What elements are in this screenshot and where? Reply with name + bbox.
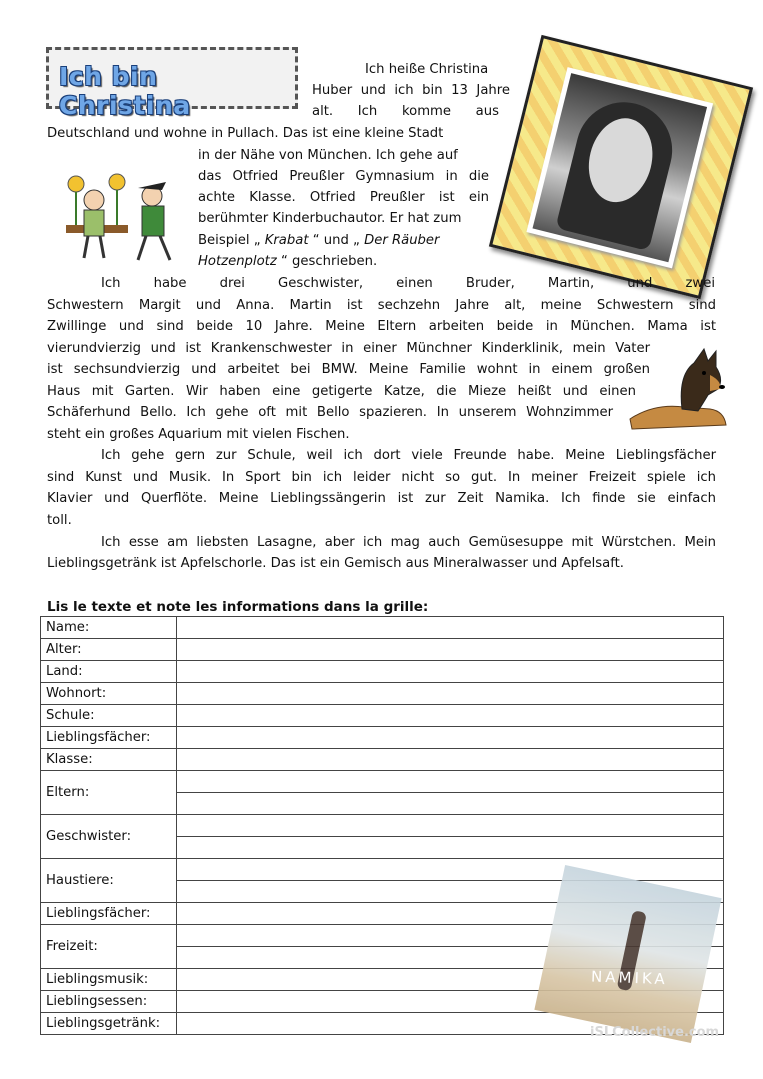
grid-label: Land: (41, 661, 177, 683)
table-row (41, 617, 724, 639)
text-line: Schwestern Margit und Anna. Martin ist sechzehn Jahre alt, meine Schwestern sind (47, 298, 716, 313)
table-row (41, 683, 724, 705)
book-title-krabat: Krabat (264, 233, 309, 248)
text-fragment: “ geschrieben. (280, 254, 378, 269)
dog-illustration (624, 345, 730, 435)
answer-cell[interactable] (177, 639, 724, 661)
answer-cell[interactable] (177, 683, 724, 705)
text-line: Klavier und Querflöte. Meine Lieblingssängerin ist zur Zeit Namika. Ich finde sie einfach (47, 491, 716, 506)
table-row (41, 727, 724, 749)
answer-cell[interactable] (177, 749, 724, 771)
answer-cell[interactable] (177, 661, 724, 683)
text-fragment: Beispiel „ (198, 233, 261, 248)
text-line: alt. Ich komme aus (312, 104, 499, 119)
table-row (41, 749, 724, 771)
text-line: in der Nähe von München. Ich gehe auf (198, 148, 458, 163)
watermark: iSLCollective.com (590, 1025, 720, 1040)
grid-instruction: Lis le texte et note les informations dans la grille: (47, 599, 429, 615)
grid-label: Lieblingsmusik: (41, 969, 177, 991)
table-row (41, 705, 724, 727)
text-line: toll. (47, 513, 72, 528)
grid-label: Lieblingsfächer: (41, 903, 177, 925)
table-row (41, 815, 724, 837)
grid-label: Klasse: (41, 749, 177, 771)
page-title: Ich bin Christina (59, 62, 191, 120)
text-line: berühmter Kinderbuchautor. Er hat zum (198, 211, 462, 226)
grid-label: Lieblingsgetränk: (41, 1013, 177, 1035)
book-title-part: Der Räuber (364, 233, 440, 248)
portrait-photo-frame (489, 35, 753, 299)
text-line: steht ein großes Aquarium mit vielen Fischen. (47, 427, 350, 442)
grid-label: Name: (41, 617, 177, 639)
table-row (41, 771, 724, 793)
grid-label: Freizeit: (41, 925, 177, 969)
text-line: Haus mit Garten. Wir haben eine getigerte Katze, die Mieze heißt und einen (47, 384, 636, 399)
answer-cell[interactable] (177, 705, 724, 727)
title-box (46, 47, 298, 120)
table-row (41, 661, 724, 683)
answer-cell[interactable] (177, 837, 724, 859)
answer-cell[interactable] (177, 727, 724, 749)
grid-label: Alter: (41, 639, 177, 661)
grid-label: Lieblingsessen: (41, 991, 177, 1013)
text-fragment: “ und „ (312, 233, 360, 248)
portrait-photo (526, 67, 713, 268)
text-line: Schäferhund Bello. Ich gehe oft mit Bello spazieren. In unserem Wohnzimmer (47, 405, 613, 420)
answer-cell[interactable] (177, 815, 724, 837)
grid-label: Wohnort: (41, 683, 177, 705)
answer-cell[interactable] (177, 793, 724, 815)
text-line: Deutschland und wohne in Pullach. Das ist eine kleine Stadt (47, 126, 444, 141)
answer-cell[interactable] (177, 859, 724, 881)
text-line: Zwillinge und sind beide 10 Jahre. Meine Eltern arbeiten beide in München. Mama ist (47, 319, 716, 334)
table-row (41, 639, 724, 661)
text-line: Lieblingsgetränk ist Apfelschorle. Das ist ein Gemisch aus Mineralwasser und Apfelsaft. (47, 556, 624, 571)
grid-label: Haustiere: (41, 859, 177, 903)
text-line: Ich habe drei Geschwister, einen Bruder, Martin, und zwei (101, 276, 715, 291)
grid-label: Eltern: (41, 771, 177, 815)
text-line: vierundvierzig und ist Krankenschwester in einer Münchner Kinderklinik, mein Vater (47, 341, 650, 356)
answer-cell[interactable] (177, 617, 724, 639)
text-line: Huber und ich bin 13 Jahre (312, 83, 510, 98)
text-line: Ich heiße Christina (365, 62, 489, 77)
kids-illustration (62, 170, 186, 266)
book-title-part: Hotzenplotz (198, 254, 277, 269)
text-line: sind Kunst und Musik. In Sport bin ich leider nicht so gut. In meiner Freizeit spiele ich (47, 470, 716, 485)
grid-label: Schule: (41, 705, 177, 727)
text-line: Ich gehe gern zur Schule, weil ich dort viele Freunde habe. Meine Lieblingsfächer (101, 448, 716, 463)
text-line: achte Klasse. Otfried Preußler ist ein (198, 190, 489, 205)
text-line: ist sechsundvierzig und arbeitet bei BMW. Meine Familie wohnt in einem großen (47, 362, 650, 377)
text-line (198, 230, 439, 251)
text-line (198, 251, 377, 272)
text-line: Ich esse am liebsten Lasagne, aber ich mag auch Gemüsesuppe mit Würstchen. Mein (101, 535, 716, 550)
grid-label: Geschwister: (41, 815, 177, 859)
answer-cell[interactable] (177, 771, 724, 793)
album-title: NAMIKA (590, 967, 669, 989)
grid-label: Lieblingsfächer: (41, 727, 177, 749)
text-line: das Otfried Preußler Gymnasium in die (198, 169, 489, 184)
